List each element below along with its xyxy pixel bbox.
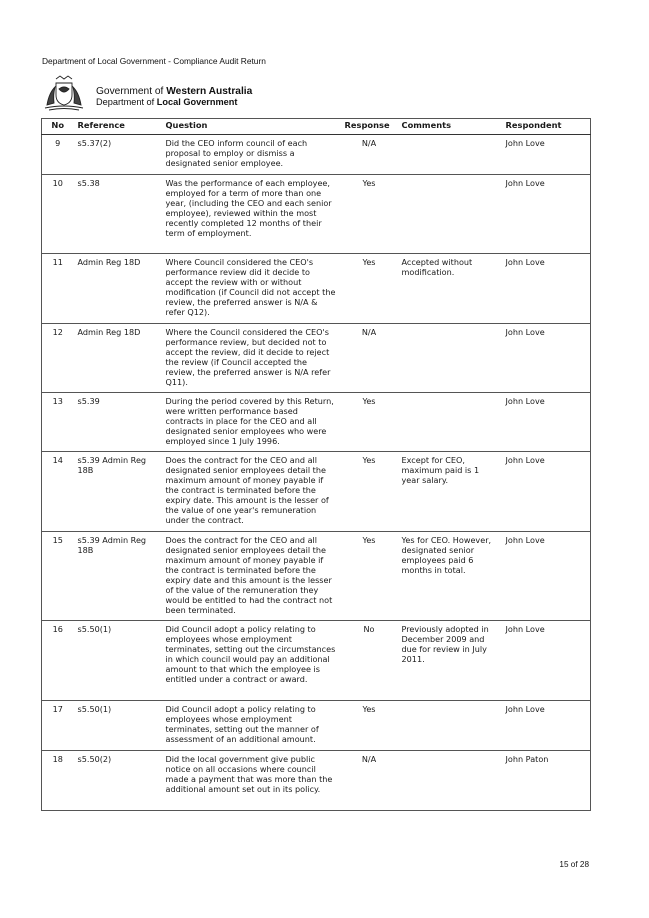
cell-no: 13 (42, 393, 74, 452)
cell-question: Where the Council considered the CEO's performance review, but decided not to accept the review, did it decide to reject the review (if Council accepted the review, the preferred answer is N/A refer Q11). (162, 324, 341, 393)
cell-response: N/A (341, 324, 398, 393)
col-header-respondent: Respondent (502, 119, 591, 135)
cell-question: Was the performance of each employee, employed for a term of more than one year, (including the CEO and each senior employee), reviewed within the most recently completed 12 months of their term of employment. (162, 175, 341, 254)
page-number: 15 of 28 (559, 860, 589, 869)
cell-respondent: John Love (502, 701, 591, 751)
table-row (42, 175, 591, 254)
cell-no: 9 (42, 135, 74, 175)
cell-no: 15 (42, 532, 74, 621)
cell-respondent: John Love (502, 135, 591, 175)
cell-respondent: John Paton (502, 751, 591, 811)
cell-reference: s5.50(1) (74, 621, 162, 701)
table-row (42, 452, 591, 532)
col-header-comments: Comments (398, 119, 502, 135)
coat-of-arms-icon (42, 75, 86, 113)
cell-no: 18 (42, 751, 74, 811)
cell-comments (398, 751, 502, 811)
gov-line1-normal: Government of (96, 86, 167, 97)
cell-question: Does the contract for the CEO and all designated senior employees detail the maximum amount of money payable if the contract is terminated before the expiry date and this amount is the lesser of the value of the remuneration they would be entitled to had the contract not been terminated. (162, 532, 341, 621)
cell-question: Did Council adopt a policy relating to employees whose employment terminates, setting out the manner of assessment of an additional amount. (162, 701, 341, 751)
cell-reference: Admin Reg 18D (74, 324, 162, 393)
cell-reference: s5.50(1) (74, 701, 162, 751)
cell-comments (398, 701, 502, 751)
col-header-question: Question (162, 119, 341, 135)
cell-reference: s5.50(2) (74, 751, 162, 811)
table-row (42, 751, 591, 811)
table-row (42, 135, 591, 175)
cell-response: Yes (341, 254, 398, 324)
cell-respondent: John Love (502, 254, 591, 324)
cell-response: Yes (341, 701, 398, 751)
gov-line1-bold: Western Australia (166, 86, 253, 97)
cell-no: 10 (42, 175, 74, 254)
cell-comments: Accepted without modification. (398, 254, 502, 324)
cell-comments: Previously adopted in December 2009 and due for review in July 2011. (398, 621, 502, 701)
cell-question: Did the local government give public notice on all occasions where council made a payment that was more than the additional amount set out in its policy. (162, 751, 341, 811)
gov-line2-bold: Local Government (156, 97, 238, 107)
cell-response: N/A (341, 751, 398, 811)
cell-no: 16 (42, 621, 74, 701)
col-header-reference: Reference (74, 119, 162, 135)
cell-respondent: John Love (502, 532, 591, 621)
cell-response: No (341, 621, 398, 701)
table-row (42, 621, 591, 701)
cell-reference: s5.37(2) (74, 135, 162, 175)
cell-comments: Except for CEO, maximum paid is 1 year salary. (398, 452, 502, 532)
cell-comments (398, 393, 502, 452)
compliance-audit-table (41, 118, 591, 811)
col-header-no: No (42, 119, 74, 135)
cell-respondent: John Love (502, 324, 591, 393)
table-header-row (42, 119, 591, 135)
cell-respondent: John Love (502, 621, 591, 701)
cell-comments (398, 135, 502, 175)
cell-response: N/A (341, 135, 398, 175)
cell-question: During the period covered by this Return, were written performance based contracts in place for the CEO and all designated senior employees who were employed since 1 July 1996. (162, 393, 341, 452)
cell-reference: s5.39 Admin Reg 18B (74, 532, 162, 621)
cell-comments (398, 175, 502, 254)
cell-reference: s5.39 (74, 393, 162, 452)
gov-line2-normal: Department of (96, 97, 157, 107)
cell-respondent: John Love (502, 175, 591, 254)
cell-respondent: John Love (502, 393, 591, 452)
cell-no: 11 (42, 254, 74, 324)
cell-reference: s5.38 (74, 175, 162, 254)
cell-no: 14 (42, 452, 74, 532)
cell-comments: Yes for CEO. However, designated senior employees paid 6 months in total. (398, 532, 502, 621)
table-row (42, 393, 591, 452)
col-header-response: Response (341, 119, 398, 135)
cell-respondent: John Love (502, 452, 591, 532)
cell-reference: s5.39 Admin Reg 18B (74, 452, 162, 532)
cell-question: Does the contract for the CEO and all designated senior employees detail the maximum amount of money payable if the contract is terminated before the expiry date. This amount is the lesser of the value of one year's remuneration under the contract. (162, 452, 341, 532)
cell-question: Did the CEO inform council of each proposal to employ or dismiss a designated senior employee. (162, 135, 341, 175)
cell-reference: Admin Reg 18D (74, 254, 162, 324)
cell-question: Where Council considered the CEO's performance review did it decide to accept the review with or without modification (if Council did not accept the review, the preferred answer is N/A & refer Q12). (162, 254, 341, 324)
document-header: Department of Local Government - Compliance Audit Return (42, 56, 266, 66)
government-logo-text (96, 86, 252, 108)
table-row (42, 254, 591, 324)
cell-response: Yes (341, 532, 398, 621)
cell-question: Did Council adopt a policy relating to employees whose employment terminates, setting out the circumstances in which council would pay an additional amount to that which the employee is entitled under a contract or award. (162, 621, 341, 701)
cell-comments (398, 324, 502, 393)
cell-response: Yes (341, 452, 398, 532)
cell-no: 17 (42, 701, 74, 751)
cell-response: Yes (341, 175, 398, 254)
cell-response: Yes (341, 393, 398, 452)
table-row (42, 324, 591, 393)
table-row (42, 701, 591, 751)
table-row (42, 532, 591, 621)
cell-no: 12 (42, 324, 74, 393)
